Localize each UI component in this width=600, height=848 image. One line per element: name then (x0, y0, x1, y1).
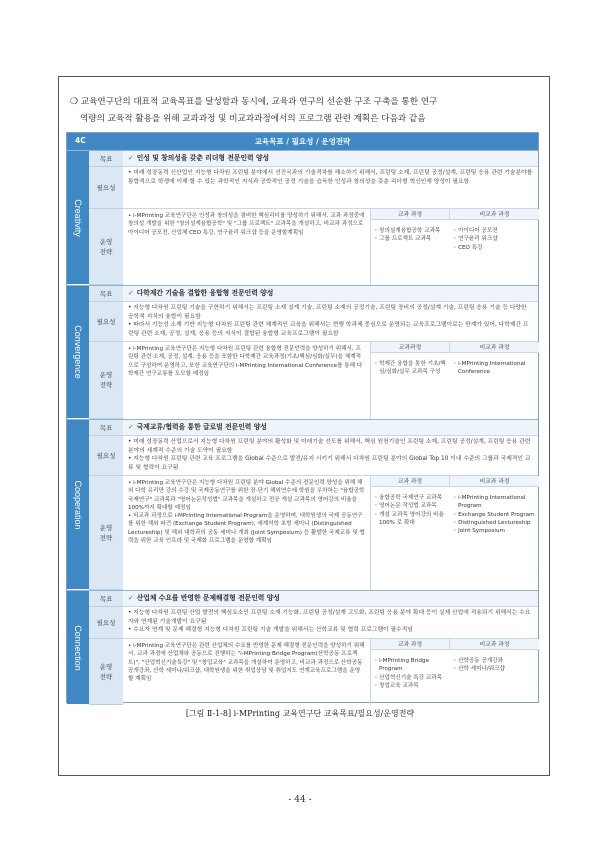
check-icon: ✓ (128, 594, 134, 603)
goal-label: 목표 (89, 420, 123, 436)
need-cell: • 미래 성장동력 신산업인 지능형 다차원 프린팅 분야에서 선진국과의 기술격차를 해소하기 위해서, 프린팅 소재, 프린팅 공정/설계, 프린팅 응용 관련 기술분야를 통합적으로 학생에 이해 할 수 있는 과학적인 지식과 공학적인 공정 기술을 습득한 인성과 창의성을 갖춘 리더형 혁신인재 양성이 필요함 (123, 167, 538, 209)
goal-cell (123, 286, 538, 302)
curriculum-list (374, 227, 448, 244)
list-item: ◦ 산학공동 공개강좌 (453, 658, 504, 664)
table-corner-label: 4C (75, 136, 86, 145)
curriculum-subheader: 교과 과정 (371, 209, 449, 220)
goal-cell (123, 420, 538, 436)
list-item: ◦ 개설 교과목 영어강의 비율 100% 로 확대 (374, 511, 444, 526)
goal-text: 국제교류/협력을 통한 글로벌 전문인력 양성 (136, 423, 267, 432)
list-item: ◦ 학제간 융합을 통한 기초/핵심/심화/실무 교과목 구성 (374, 361, 446, 376)
section-side-label (67, 286, 89, 418)
extracurricular-list (453, 657, 537, 674)
curriculum-subheader: 교과 과정 (371, 476, 449, 487)
curriculum-list (374, 657, 448, 690)
list-item: ◦ i-MPrinting International Conference (453, 361, 526, 376)
need-label: 필요성 (89, 436, 123, 476)
section-name: Creativity (73, 198, 83, 237)
strategy-cell: • i-MPrinting 교육연구단은 지능형 다차원 프린팅 관련 융합형 전문인력을 양성하기 위해서, 프린팅 관련 소재, 공정, 설계, 응용 등을 포함한 다학제간 교육과정(기초/핵심/심화/실무)을 체계적으로 구성하여 운영하고, 또한 교육연구단의 i-MPrinting International Conference를 통해 다학제간 연구교류를 도모할 예정임 (123, 342, 371, 419)
list-item: ◦ 아이디어 공모전 (453, 228, 498, 234)
need-label: 필요성 (89, 167, 123, 209)
table-header (67, 133, 538, 150)
intro-line-2: 역량의 교육적 활용을 위해 교과과정 및 비교과과정에서의 프로그램 관련 계획은 다음과 같음 (80, 114, 426, 124)
list-item: ◦ CEO 특강 (453, 244, 483, 251)
extracurricular-list (453, 360, 537, 377)
need-cell: • 미래 성장동력 산업으로서 지능형 다차원 프린팅 분야의 활성화 및 미래기술 선도를 위해서, 핵심 원천기술인 프린팅 소재, 프린팅 공정/설계, 프린팅 응용 관련 분야의 세계적 수준의 기술 도약이 필요함 • 지능형 다차원 프린팅 관련 교육 프로그램을 Global 수준으로 발전/유지 시키기 위해서 다차원 프린팅 분야의 Global Top 10 이내 수준의 그룹과 국제적인 교류 및 협력이 요구됨 (123, 436, 538, 476)
section-side-label (67, 591, 89, 704)
figure-caption: [그림 Ⅱ-1-8] i-MPrinting 교육연구단 교육목표/필요성/운영전략 (185, 709, 415, 718)
list-item: ◦ i-MPrinting Bridge Program (374, 658, 430, 673)
strategy-label: 운영 전략 (89, 342, 123, 419)
section-side-label (67, 420, 89, 589)
extracurricular-subheader: 비교과 과정 (449, 476, 539, 487)
strategy-cell: • i-MPrinting 교육연구단은 관련 산업체의 수요를 반영한 문제 해결형 전문인력을 양성하기 위해서, 교과 과정에 산업체와 공동으로 진행하는 "i-MPrinting Bridge Program(산학공동 프로젝트)", "산업혁신기술특강" 및 "창업교육" 교과목을 개설하여 운영하고, 비교과 과정으로 산학공동 공개강좌, 산학 세미나/워크샵, 대학원생을 위한 취업상담 및 취업지도 연계교육프로그램을 운영할 계획임 (123, 639, 371, 705)
page-number: - 44 - (288, 795, 312, 805)
strategy-cell: • i-MPrinting 교육연구단은 인성과 창의성을 겸비한 핵심리더를 양성하기 위해서, 교과 과정중에 창의성 개발을 위한 "창의설계융합공학" 및 "그룹 프로젝트" 교과목을 개설하고, 비교과 과정으로 아이디어 공모전, 산업체 CEO 특강, 연구윤리 워크샵 등을 운영할계획임 (123, 209, 371, 285)
intro-line-1: 교육연구단의 대표적 교육목표를 달성함과 동시에, 교육과 연구의 선순환 구조 구축을 통한 연구 (80, 97, 438, 107)
goal-text: 인성 및 창의성을 갖춘 리더형 전문인력 양성 (136, 154, 270, 163)
section-convergence (67, 285, 538, 418)
goal-label: 목표 (89, 151, 123, 167)
check-icon: ✓ (128, 423, 134, 432)
strategy-label: 운영 전략 (89, 209, 123, 285)
strategy-table (66, 132, 539, 703)
list-item: ◦ 연구윤리 워크샵 (453, 236, 498, 243)
strategy-label: 운영 전략 (89, 476, 123, 590)
list-item: ◦ Exchange Student Program (453, 511, 535, 518)
extracurricular-subheader: 비교과 과정 (449, 209, 539, 220)
goal-cell (123, 151, 538, 167)
goal-text: 다학제간 기술을 결합한 융합형 전문인력 양성 (136, 289, 274, 298)
list-item: ◦ 영어논문 작성법 교과목 (374, 503, 437, 510)
list-item: ◦ 그룹 프로젝트 교과목 (374, 236, 432, 243)
list-item: ◦ 창의설계융합공학 교과목 (374, 228, 441, 234)
need-label: 필요성 (89, 607, 123, 639)
curriculum-subheader: 교과과정 (371, 342, 449, 353)
list-item: ◦ 산업혁신기술 특강 교과목 (374, 674, 443, 681)
curriculum-subheader: 교과 과정 (371, 639, 449, 650)
goal-label: 목표 (89, 591, 123, 607)
goal-label: 목표 (89, 286, 123, 302)
list-item: ◦ 융합공학 국제연구 교과목 (374, 495, 443, 501)
section-name: Connection (73, 624, 83, 671)
goal-cell (123, 591, 538, 607)
list-item: ◦ Distinguished Lectureship (453, 519, 531, 526)
section-cooperation (67, 419, 538, 589)
extracurricular-subheader: 비교과 과정 (449, 342, 539, 353)
section-creativity (67, 150, 538, 284)
extracurricular-list (453, 227, 537, 252)
extracurricular-list (453, 494, 537, 535)
section-name: Convergence (73, 325, 83, 379)
section-name: Cooperation (73, 479, 83, 530)
need-label: 필요성 (89, 302, 123, 342)
table-title: 교육목표 / 필요성 / 운영전략 (254, 137, 351, 146)
strategy-cell: • i-MPrinting 교육연구단은 지능형 다차원 프린팅 분야 Global 수준의 전문인력 양성을 위해 해외 다학 유리만 강의 수강 및 국제공동연구를 위한 장·단기 해외연수에 학원을 우하하는 "융합공학국제연구" 교과목과 "영어논문작성법" 교과목을 개설하고 전공 개설 교과목의 영어강의 비율을 100%까지 확대할 예정임 • 비교과 과정으로 i-MPrinting International Program을 운영하며, 대학원생의 국제 공동연구를 위한 해외 파견 (Exchange Student Program), 세계석학 초빙 세미나 (Distinguished Lectureship) 및 해외 대학과의 공동 세미나 개최 (Joint Symposium) 등 활발한 국제교류 및 협력을 위한 교육 인프라 및 국제화 프로그램을 운영할 계획임 (123, 476, 371, 590)
curriculum-list (374, 360, 448, 377)
goal-text: 산업체 수요를 반영한 문제해결형 전문인력 양성 (136, 594, 280, 603)
list-item: ◦ i-MPrinting International Program (453, 495, 526, 510)
curriculum-list (374, 494, 448, 527)
extracurricular-subheader: 비교과 과정 (449, 639, 539, 650)
list-item: ◦ Joint Symposium (453, 528, 505, 535)
intro-paragraph (70, 94, 540, 128)
list-item: ◦ 산학 세미나/워크샵 (453, 666, 505, 673)
section-connection (67, 590, 538, 704)
intro-bullet: ❍ (70, 97, 79, 107)
check-icon: ✓ (128, 289, 134, 298)
need-cell: • 지능형 다차원 프린팅 산업 발전의 핵심요소인 프린팅 소재 기능화, 프린팅 공정/설계 고도화, 프린팅 응용 분야 확대 등이 실제 산업에 적용되기 위해서는 수요자와 연계된 기술개발이 요구됨 • 수요자 연계 및 문제 해결형 지능형 다차원 프린팅 기술 개발을 위해서는 산학교류 및 협력 프로그램이 필수적임 (123, 607, 538, 639)
need-cell: • 지능형 다차원 프린팅 기술을 구현하기 위해서는 프린팅 소재 설계 기술, 프린팅 소재의 공정기술, 프린팅 장비의 공정/설계 기술, 프린팅 응용 기술 등 다양한 공학적 지식의 융합이 필요함 • 따라서 기능성 소재 기반 지능형 다차원 프린팅 관련 체계적인 교육을 위해서는 현행 학과체 중심으로 운영되는 교육프로그램이로는 한계가 있어, 다학제간 프린팅 관련 소재, 공정, 설계, 응용 등의 지식이 결합된 융합형 교육프로그램이 필요함 (123, 302, 538, 342)
section-side-label (67, 151, 89, 284)
list-item: ◦ 창업교육 교과목 (374, 682, 419, 689)
check-icon: ✓ (128, 154, 134, 163)
strategy-label: 운영 전략 (89, 639, 123, 705)
